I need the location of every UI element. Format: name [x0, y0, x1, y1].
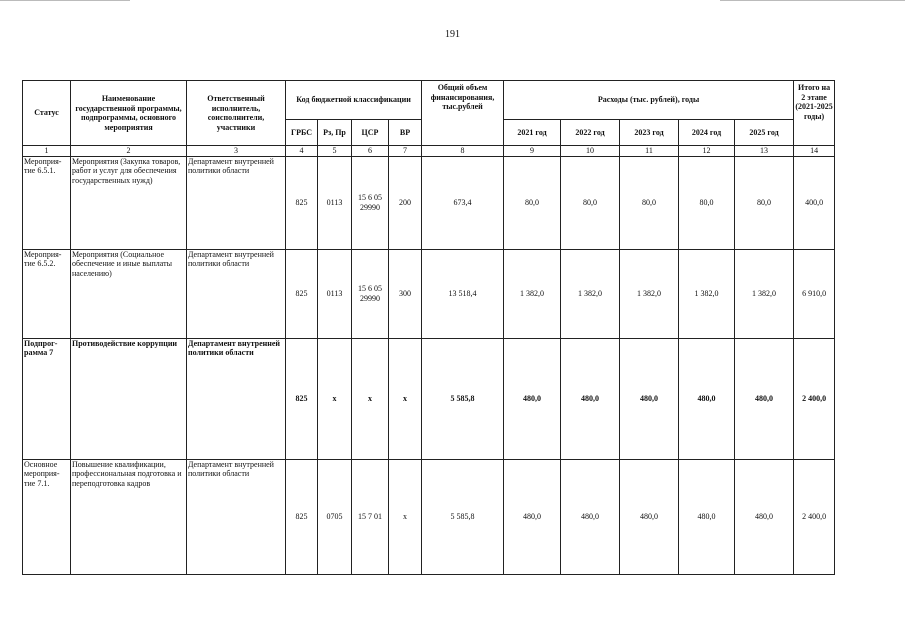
row-csr: x	[352, 338, 389, 459]
row-grbs: 825	[286, 249, 318, 338]
row-2025: 480,0	[735, 338, 794, 459]
row-2022: 480,0	[561, 459, 620, 574]
row-grbs: 825	[286, 338, 318, 459]
header-2025: 2025 год	[735, 120, 794, 146]
row-total: 5 585,8	[422, 338, 504, 459]
header-rz-pr: Рз, Пр	[318, 120, 352, 146]
header-2022: 2022 год	[561, 120, 620, 146]
column-number: 4	[286, 146, 318, 157]
row-2025: 1 382,0	[735, 249, 794, 338]
row-total: 673,4	[422, 156, 504, 249]
column-number-row	[23, 146, 835, 157]
row-name: Противодействие коррупции	[71, 338, 187, 459]
column-number: 10	[561, 146, 620, 157]
row-2023: 480,0	[620, 459, 679, 574]
header-2023: 2023 год	[620, 120, 679, 146]
row-vr: 200	[389, 156, 422, 249]
row-executor: Департамент внутренней политики области	[187, 156, 286, 249]
row-2021: 80,0	[504, 156, 561, 249]
table-row	[23, 249, 835, 338]
row-name: Повышение квалификации, профессиональная подготовка и переподготовка кадров	[71, 459, 187, 574]
row-2024: 480,0	[679, 459, 735, 574]
row-2023: 80,0	[620, 156, 679, 249]
header-name: Наименование государственной программы, подпрограммы, основного мероприятия	[71, 81, 187, 146]
column-number: 7	[389, 146, 422, 157]
header-budget-code: Код бюджетной классификации	[286, 81, 422, 120]
row-2023: 1 382,0	[620, 249, 679, 338]
row-stage-total: 2 400,0	[794, 338, 835, 459]
row-2021: 480,0	[504, 459, 561, 574]
row-name: Мероприятия (Социальное обеспечение и иные выплаты населению)	[71, 249, 187, 338]
header-csr: ЦСР	[352, 120, 389, 146]
column-number: 8	[422, 146, 504, 157]
row-csr: 15 6 05 29990	[352, 156, 389, 249]
column-number: 9	[504, 146, 561, 157]
row-status: Мероприя-тие 6.5.2.	[23, 249, 71, 338]
header-stage-total: Итого на 2 этапе (2021-2025 годы)	[794, 81, 835, 146]
row-2024: 1 382,0	[679, 249, 735, 338]
column-number: 6	[352, 146, 389, 157]
row-rz-pr: 0705	[318, 459, 352, 574]
row-2021: 480,0	[504, 338, 561, 459]
row-total: 5 585,8	[422, 459, 504, 574]
column-number: 2	[71, 146, 187, 157]
budget-table	[22, 80, 835, 575]
row-2022: 480,0	[561, 338, 620, 459]
row-2025: 80,0	[735, 156, 794, 249]
column-number: 11	[620, 146, 679, 157]
row-vr: x	[389, 338, 422, 459]
column-number: 1	[23, 146, 71, 157]
header-2021: 2021 год	[504, 120, 561, 146]
row-vr: 300	[389, 249, 422, 338]
header-grbs: ГРБС	[286, 120, 318, 146]
header-expenses: Расходы (тыс. рублей), годы	[504, 81, 794, 120]
row-total: 13 518,4	[422, 249, 504, 338]
scan-edge-line	[0, 0, 130, 1]
column-number: 14	[794, 146, 835, 157]
row-2025: 480,0	[735, 459, 794, 574]
row-stage-total: 2 400,0	[794, 459, 835, 574]
row-2021: 1 382,0	[504, 249, 561, 338]
row-rz-pr: 0113	[318, 249, 352, 338]
row-2024: 480,0	[679, 338, 735, 459]
table-row	[23, 459, 835, 574]
column-number: 3	[187, 146, 286, 157]
row-grbs: 825	[286, 459, 318, 574]
row-stage-total: 400,0	[794, 156, 835, 249]
column-number: 13	[735, 146, 794, 157]
row-2024: 80,0	[679, 156, 735, 249]
row-csr: 15 6 05 29990	[352, 249, 389, 338]
row-executor: Департамент внутренней политики области	[187, 338, 286, 459]
row-executor: Департамент внутренней политики области	[187, 459, 286, 574]
scan-edge-line	[720, 0, 905, 1]
header-executor: Ответственный исполнитель, соисполнители, участники	[187, 81, 286, 146]
row-2022: 80,0	[561, 156, 620, 249]
header-status: Статус	[23, 81, 71, 146]
row-grbs: 825	[286, 156, 318, 249]
table-row	[23, 156, 835, 249]
column-number: 12	[679, 146, 735, 157]
row-2023: 480,0	[620, 338, 679, 459]
column-number: 5	[318, 146, 352, 157]
header-2024: 2024 год	[679, 120, 735, 146]
header-vr: ВР	[389, 120, 422, 146]
row-stage-total: 6 910,0	[794, 249, 835, 338]
row-status: Основное мероприя-тие 7.1.	[23, 459, 71, 574]
page-number: 191	[445, 29, 460, 40]
header-total-funding: Общий объем финансирования, тыс.рублей	[422, 81, 504, 146]
row-status: Подпрог-рамма 7	[23, 338, 71, 459]
row-executor: Департамент внутренней политики области	[187, 249, 286, 338]
row-csr: 15 7 01	[352, 459, 389, 574]
row-vr: x	[389, 459, 422, 574]
row-rz-pr: x	[318, 338, 352, 459]
row-name: Мероприятия (Закупка товаров, работ и услуг для обеспечения государственных нужд)	[71, 156, 187, 249]
row-2022: 1 382,0	[561, 249, 620, 338]
row-status: Мероприя-тие 6.5.1.	[23, 156, 71, 249]
table-row	[23, 338, 835, 459]
row-rz-pr: 0113	[318, 156, 352, 249]
